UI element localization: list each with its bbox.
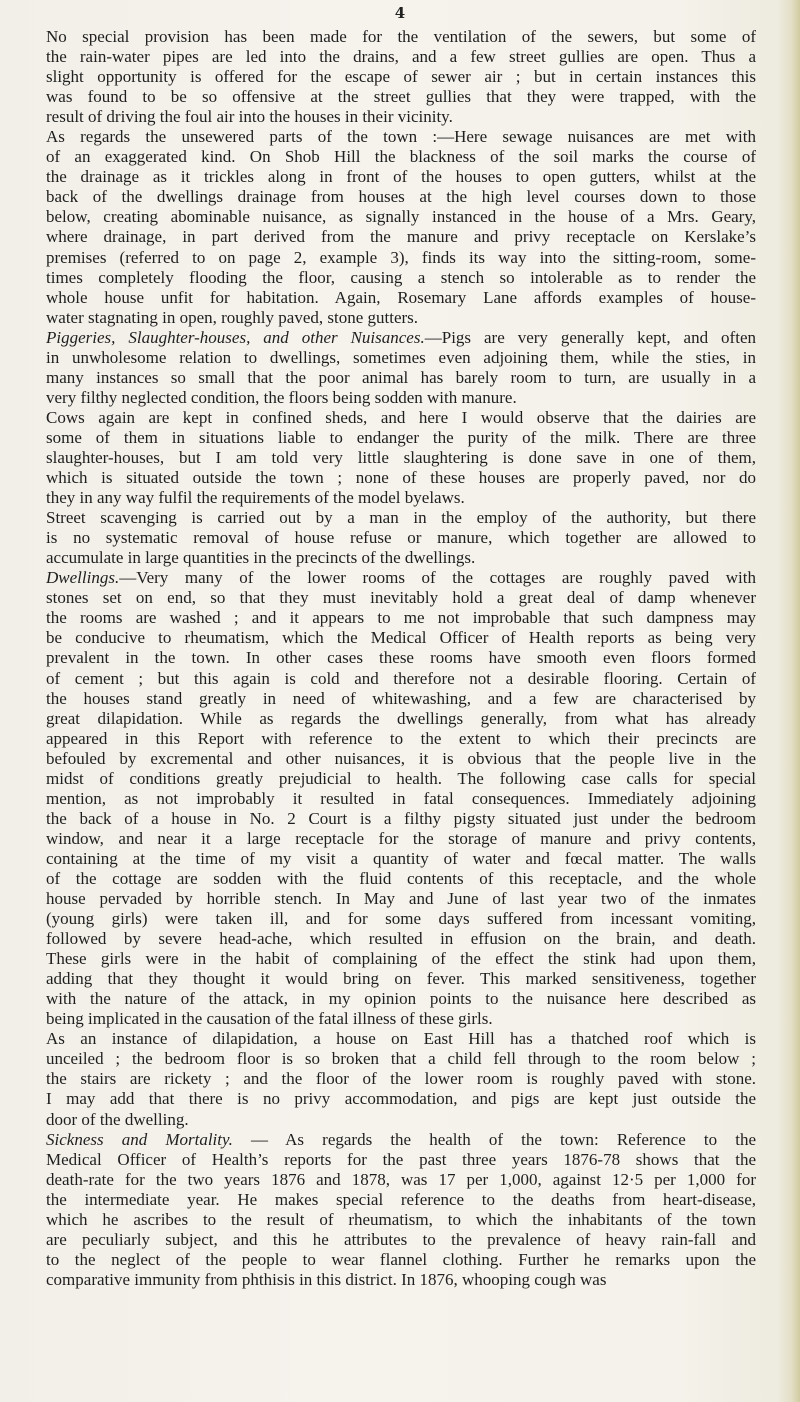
text-line: being implicated in the causation of the fatal illness of these girls.: [46, 1009, 493, 1029]
text-line: water stagnating in open, roughly paved, stone gutters.: [46, 307, 419, 327]
text-line: result of driving the foul air into the houses in their vicinity.: [46, 107, 453, 127]
text-line: they in any way fulfil the requirements of the model byelaws.: [46, 488, 465, 508]
text-line: As an instance of dilapidation, a house on East Hill has a thatched roof which is: [46, 1029, 756, 1049]
text-line: mention, as not improbably it resulted in fatal consequences. Immediately adjoining: [46, 788, 756, 808]
paragraph-first-line: [46, 1130, 756, 1150]
text-line: death-rate for the two years 1876 and 1878, was 17 per 1,000, against 12·5 per 1,000 for: [46, 1169, 756, 1189]
text-line: No special provision has been made for the ventilation of the sewers, but some of: [46, 27, 756, 46]
paragraph: [46, 1130, 756, 1290]
text-line: whole house unfit for habitation. Again, Rosemary Lane affords examples of house-: [46, 287, 756, 307]
text-line: unceiled ; the bedroom floor is so broken that a child fell through to the room below ;: [46, 1049, 756, 1069]
page-edge-shadow: [778, 0, 800, 1402]
text-line: the back of a house in No. 2 Court is a filthy pigsty situated just under the bedroom: [46, 808, 756, 828]
text-line: befouled by excremental and other nuisances, it is obvious that the people live in the: [46, 748, 756, 768]
text-line: premises (referred to on page 2, example 3), finds its way into the sitting-room, some-: [46, 247, 756, 267]
text-line: stones set on end, so that they must inevitably hold a great deal of damp whenever: [46, 588, 756, 608]
section-heading: Piggeries, Slaughter-houses, and other Nuisances.: [46, 327, 425, 347]
text-line: door of the dwelling.: [46, 1109, 189, 1129]
text-line: Cows again are kept in confined sheds, and here I would observe that the dairies are: [46, 407, 756, 427]
text-line: comparative immunity from phthisis in this district. In 1876, whooping cough was: [46, 1269, 607, 1289]
text-line: These girls were in the habit of complaining of the effect the stink had upon them,: [46, 949, 756, 969]
text-line: window, and near it a large receptacle for the storage of manure and privy contents,: [46, 828, 756, 848]
text-line: slight opportunity is offered for the escape of sewer air ; but in certain instances this: [46, 67, 756, 87]
text-line: be conducive to rheumatism, which the Medical Officer of Health reports as being very: [46, 628, 756, 648]
text-line: the drainage as it trickles along in front of the houses to open gutters, whilst at the: [46, 167, 756, 187]
text-line: many instances so small that the poor animal has barely room to turn, are usually in a: [46, 367, 756, 387]
paragraph: [46, 328, 756, 408]
paragraph: [46, 408, 756, 508]
text-line: Street scavenging is carried out by a man in the employ of the authority, but there: [46, 508, 756, 528]
text-line: house pervaded by horrible stench. In May and June of last year two of the inmates: [46, 889, 756, 909]
text-line: accumulate in large quantities in the precincts of the dwellings.: [46, 548, 476, 568]
text-line: back of the dwellings drainage from houses at the high level courses down to those: [46, 187, 756, 207]
text-line: of cement ; but this again is cold and therefore not a desirable flooring. Certain of: [46, 668, 756, 688]
text-line: the houses stand greatly in need of whitewashing, and a few are characterised by: [46, 688, 756, 708]
text-line: with the nature of the attack, in my opinion points to the nuisance here described as: [46, 989, 756, 1009]
text-line: containing at the time of my visit a quantity of water and fœcal matter. The walls: [46, 848, 756, 868]
text-line: slaughter-houses, but I am told very little slaughtering is done save in one of them,: [46, 447, 756, 467]
paragraph: [46, 27, 756, 127]
text-line: which is situated outside the town ; none of these houses are properly paved, nor do: [46, 468, 756, 488]
heading-line-rest: — As regards the health of the town: Reference to the: [232, 1129, 756, 1149]
text-line: very filthy neglected condition, the floors being sodden with manure.: [46, 387, 517, 407]
text-line: is no systematic removal of house refuse or manure, which together are allowed to: [46, 528, 756, 548]
text-line: below, creating abominable nuisance, as signally instanced in the house of a Mrs. Geary,: [46, 207, 756, 227]
text-line: to the neglect of the people to wear flannel clothing. Further he remarks upon the: [46, 1249, 756, 1269]
page-number: 4: [394, 4, 406, 22]
text-line: appeared in this Report with reference to the extent to which their precincts are: [46, 728, 756, 748]
text-line: As regards the unsewered parts of the town :—Here sewage nuisances are met with: [46, 127, 756, 147]
heading-line-rest: —Pigs are very generally kept, and often: [424, 327, 756, 347]
text-line: Medical Officer of Health’s reports for the past three years 1876-78 shows that the: [46, 1149, 756, 1169]
section-heading: Sickness and Mortality.: [46, 1129, 233, 1149]
text-line: where drainage, in part derived from the manure and privy receptacle on Kerslake’s: [46, 227, 756, 247]
section-heading: Dwellings.: [46, 568, 120, 588]
heading-line-rest: —Very many of the lower rooms of the cottages are roughly paved with: [119, 568, 756, 588]
text-line: followed by severe head-ache, which resulted in effusion on the brain, and death.: [46, 929, 756, 949]
text-line: I may add that there is no privy accommodation, and pigs are kept just outside the: [46, 1089, 756, 1109]
paragraph: [46, 127, 756, 327]
text-line: adding that they thought it would bring on fever. This marked sensitiveness, together: [46, 969, 756, 989]
paragraph-first-line: [46, 568, 756, 588]
text-line: prevalent in the town. In other cases these rooms have smooth even floors formed: [46, 648, 756, 668]
text-line: in unwholesome relation to dwellings, sometimes even adjoining them, while the sties, in: [46, 347, 756, 367]
paragraph: [46, 1029, 756, 1129]
text-line: of the cottage are sodden with the fluid contents of this receptacle, and the whole: [46, 868, 756, 888]
text-line: the rain-water pipes are led into the drains, and a few street gullies are open. Thus a: [46, 47, 756, 67]
body-text: [46, 27, 756, 1290]
paragraph: [46, 568, 756, 1029]
text-line: of an exaggerated kind. On Shob Hill the blackness of the soil marks the course of: [46, 147, 756, 167]
paragraph: [46, 508, 756, 568]
text-line: the rooms are washed ; and it appears to me not improbable that such dampness may: [46, 608, 756, 628]
paragraph-first-line: [46, 328, 756, 348]
text-line: great dilapidation. While as regards the dwellings generally, from what has already: [46, 708, 756, 728]
text-line: some of them in situations liable to endanger the purity of the milk. There are three: [46, 427, 756, 447]
text-line: are peculiarly subject, and this he attributes to the prevalence of heavy rain-fall and: [46, 1229, 756, 1249]
text-line: times completely flooding the floor, causing a stench so intolerable as to render the: [46, 267, 756, 287]
text-line: midst of conditions greatly prejudicial to health. The following case calls for special: [46, 768, 756, 788]
text-line: the intermediate year. He makes special reference to the deaths from heart-disease,: [46, 1189, 756, 1209]
text-line: (young girls) were taken ill, and for some days suffered from incessant vomiting,: [46, 909, 756, 929]
text-line: the stairs are rickety ; and the floor of the lower room is roughly paved with stone.: [46, 1069, 756, 1089]
text-line: which he ascribes to the result of rheumatism, to which the inhabitants of the town: [46, 1209, 756, 1229]
text-line: was found to be so offensive at the street gullies that they were trapped, with the: [46, 87, 756, 107]
